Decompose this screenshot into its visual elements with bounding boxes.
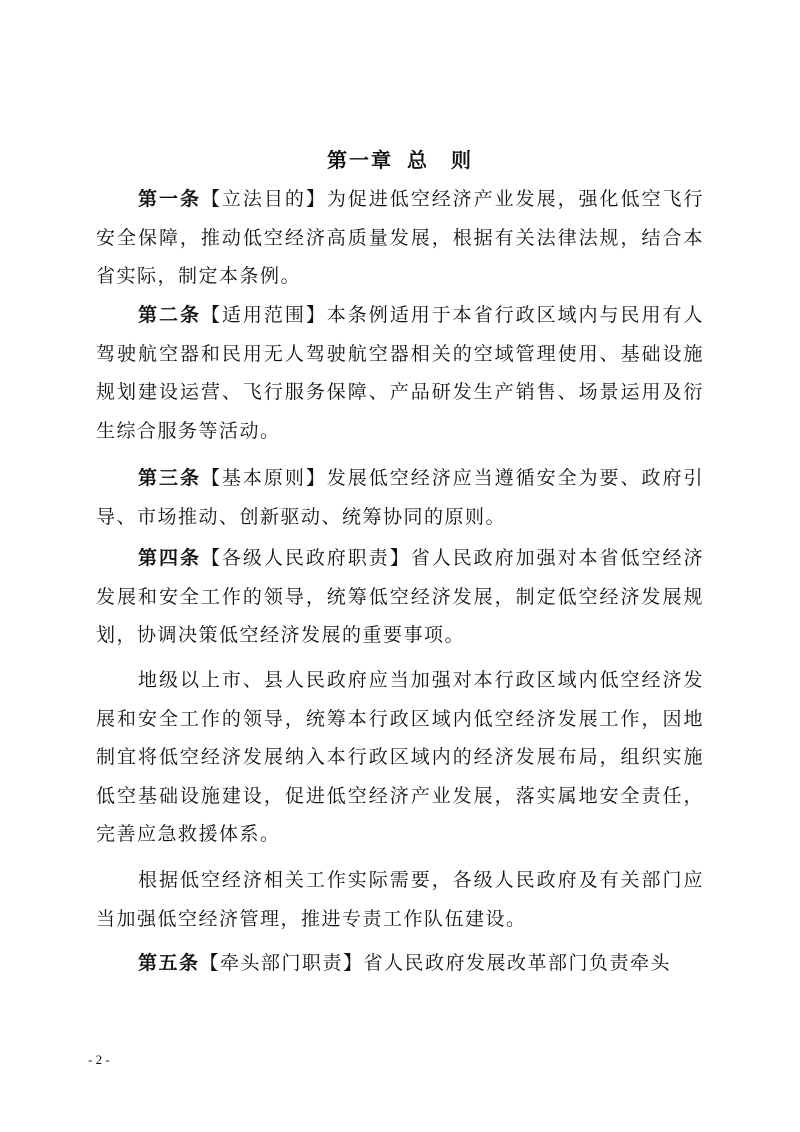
article-text: 省人民政府加强对本省低空经济发展和安全工作的领导，统筹低空经济发展，制定低空经济发展规划，协调决策低空经济发展的重要事项。: [96, 547, 704, 647]
article-4-paragraph-3: [96, 861, 704, 938]
article-heading: 第二条: [138, 304, 201, 326]
article-topic: 【立法目的】: [200, 188, 327, 210]
article-topic: 【适用范围】: [200, 304, 327, 326]
article-text: 为促进低空经济产业发展，强化低空飞行安全保障，推动低空经济高质量发展，根据有关法律法规，结合本省实际，制定本条例。: [96, 188, 704, 288]
article-text: 省人民政府发展改革部门负责牵头: [363, 952, 672, 974]
article-topic: 【基本原则】: [200, 467, 327, 489]
article-text: 发展低空经济应当遵循安全为要、政府引导、市场推动、创新驱动、统筹协同的原则。: [96, 467, 704, 528]
article-topic: 【牵头部门职责】: [199, 952, 364, 974]
article-heading: 第一条: [138, 188, 201, 210]
article-5: [96, 944, 704, 983]
chapter-heading: [96, 144, 704, 176]
article-4-paragraph-2: [96, 661, 704, 854]
article-2: [96, 296, 704, 450]
article-heading: 第四条: [138, 547, 201, 569]
article-3: [96, 459, 704, 536]
article-text: 本条例适用于本省行政区域内与民用有人驾驶航空器和民用无人驾驶航空器相关的空域管理使用、基础设施规划建设运营、飞行服务保障、产品研发生产销售、场景运用及衍生综合服务等活动。: [96, 304, 704, 442]
article-text: 地级以上市、县人民政府应当加强对本行政区域内低空经济发展和安全工作的领导，统筹本行政区域内低空经济发展工作，因地制宜将低空经济发展纳入本行政区域内的经济发展布局，组织实施低空基础设施建设，促进低空经济产业发展，落实属地安全责任，完善应急救援体系。: [96, 669, 704, 846]
article-heading: 第三条: [138, 467, 201, 489]
article-text: 根据低空经济相关工作实际需要，各级人民政府及有关部门应当加强低空经济管理，推进专责工作队伍建设。: [96, 869, 704, 930]
article-1: [96, 180, 704, 296]
article-heading: 第五条: [138, 952, 200, 974]
article-4: [96, 539, 704, 655]
article-topic: 【各级人民政府职责】: [200, 547, 411, 569]
chapter-label: 第一章: [327, 148, 393, 172]
chapter-title: 总 则: [407, 148, 473, 172]
page-number: - 2 -: [88, 1052, 110, 1067]
